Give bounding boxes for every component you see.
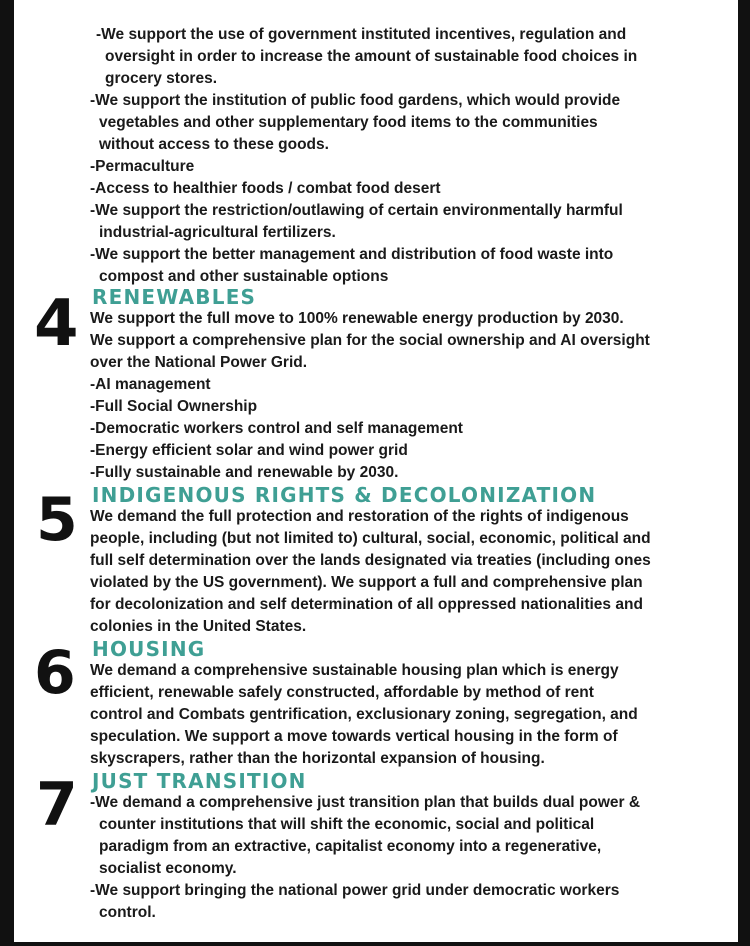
bullet-first-line: -We support bringing the national power grid under democratic workers [90, 882, 620, 899]
bullet-item [96, 24, 637, 90]
body-line: for decolonization and self determination of all oppressed nationalities and [90, 596, 643, 613]
bullet-continuation-line: compost and other sustainable options [99, 268, 389, 285]
bullet-first-line: -We support the better management and distribution of food waste into [90, 246, 614, 263]
body-line: colonies in the United States. [90, 618, 307, 635]
section-heading: JUST TRANSITION [92, 769, 307, 793]
section-number: 5 [36, 485, 78, 555]
section-body [90, 308, 650, 374]
section-heading: INDIGENOUS RIGHTS & DECOLONIZATION [92, 483, 597, 507]
bullet-continuation-line: socialist economy. [99, 860, 237, 877]
body-line: people, including (but not limited to) cultural, social, economic, political and [90, 530, 651, 547]
bullet-continuation-line: paradigm from an extractive, capitalist economy into a regenerative, [99, 838, 602, 855]
bullet-item [90, 244, 613, 288]
bullet-continuation-line: counter institutions that will shift the economic, social and political [99, 816, 595, 833]
bullet-first-line: -We demand a comprehensive just transition plan that builds dual power & [90, 794, 641, 811]
bullet-continuation-line: oversight in order to increase the amount of sustainable food choices in [105, 48, 638, 65]
body-line: control and Combats gentrification, exclusionary zoning, segregation, and [90, 706, 638, 723]
body-line: over the National Power Grid. [90, 354, 308, 371]
body-line: skyscrapers, rather than the horizontal expansion of housing. [90, 750, 545, 767]
bullet-item [90, 156, 194, 178]
body-line: We demand the full protection and restoration of the rights of indigenous [90, 508, 629, 525]
section-number: 6 [34, 638, 76, 708]
bullet-continuation-line: control. [99, 904, 156, 921]
bullet-first-line: -Permaculture [90, 158, 195, 175]
section-body [90, 506, 651, 638]
section-body [90, 660, 638, 770]
document-content [14, 0, 738, 942]
bullet-first-line: -Access to healthier foods / combat food desert [90, 180, 441, 197]
section-heading: RENEWABLES [92, 285, 257, 309]
body-line: We support the full move to 100% renewable energy production by 2030. [90, 310, 624, 327]
body-line: efficient, renewable safely constructed, affordable by method of rent [90, 684, 594, 701]
bullet-item [90, 396, 257, 418]
section-heading: HOUSING [92, 637, 206, 661]
bullet-first-line: -Energy efficient solar and wind power grid [90, 442, 408, 459]
bullet-item [90, 440, 408, 462]
bullet-continuation-line: grocery stores. [105, 70, 217, 87]
bullet-first-line: -We support the use of government instituted incentives, regulation and [96, 26, 627, 43]
bullet-item [90, 90, 620, 156]
bullet-first-line: -We support the institution of public food gardens, which would provide [90, 92, 621, 109]
body-line: speculation. We support a move towards vertical housing in the form of [90, 728, 618, 745]
bullet-continuation-line: industrial-agricultural fertilizers. [99, 224, 336, 241]
bullet-continuation-line: without access to these goods. [99, 136, 329, 153]
bullet-item [90, 178, 441, 200]
bullet-item [90, 462, 398, 484]
bullet-item [90, 792, 640, 880]
section-number: 7 [36, 770, 78, 840]
bullet-first-line: -Democratic workers control and self management [90, 420, 463, 437]
bullet-first-line: -AI management [90, 376, 211, 393]
bullet-item [90, 200, 623, 244]
bullet-item [90, 418, 463, 440]
bullet-continuation-line: vegetables and other supplementary food items to the communities [99, 114, 598, 131]
bullet-first-line: -We support the restriction/outlawing of certain environmentally harmful [90, 202, 623, 219]
bullet-item [90, 880, 619, 924]
bullet-first-line: -Full Social Ownership [90, 398, 258, 415]
bullet-item [90, 374, 211, 396]
bullet-first-line: -Fully sustainable and renewable by 2030. [90, 464, 399, 481]
body-line: We demand a comprehensive sustainable housing plan which is energy [90, 662, 619, 679]
body-line: We support a comprehensive plan for the social ownership and AI oversight [90, 332, 650, 349]
document-page [14, 0, 738, 942]
body-line: violated by the US government). We support a full and comprehensive plan [90, 574, 643, 591]
body-line: full self determination over the lands designated via treaties (including ones [90, 552, 651, 569]
section-number: 4 [34, 287, 79, 361]
